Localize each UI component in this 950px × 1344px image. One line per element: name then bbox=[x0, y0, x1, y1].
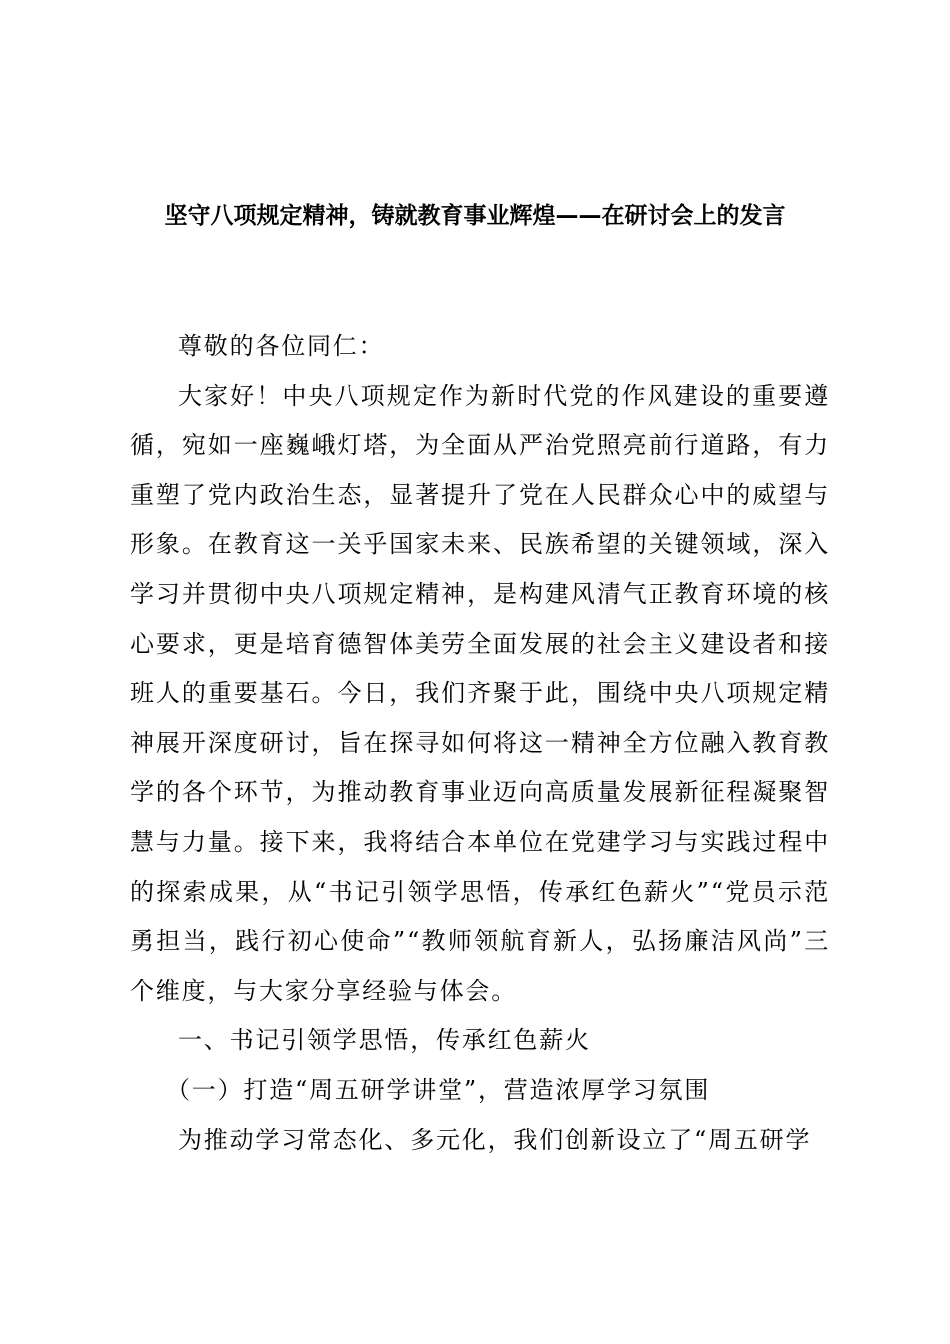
document-title: 坚守八项规定精神，铸就教育事业辉煌——在研讨会上的发言 bbox=[164, 203, 786, 229]
section-heading: 一、书记引领学思悟，传承红色薪火 bbox=[178, 1026, 591, 1055]
salutation: 尊敬的各位同仁： bbox=[178, 332, 385, 360]
document-body bbox=[130, 322, 830, 1165]
subsection-heading: （一）打造“周五研学讲堂”，营造浓厚学习氛围 bbox=[166, 1075, 711, 1104]
body-paragraph-continued: 为推动学习常态化、多元化，我们创新设立了“周五研学 bbox=[178, 1125, 812, 1154]
body-paragraph: 大家好！中央八项规定作为新时代党的作风建设的重要遵循，宛如一座巍峨灯塔，为全面从严治党照亮前行道路，有力重塑了党内政治生态，显著提升了党在人民群众心中的威望与形象。在教育这一关乎国家未来、民族希望的关键领域，深入学习并贯彻中央八项规定精神，是构建风清气正教育环境的核心要求，更是培育德智体美劳全面发展的社会主义建设者和接班人的重要基石。今日，我们齐聚于此，围绕中央八项规定精神展开深度研讨，旨在探寻如何将这一精神全方位融入教育教学的各个环节，为推动教育事业迈向高质量发展新征程凝聚智慧与力量。接下来，我将结合本单位在党建学习与实践过程中的探索成果，从“书记引领学思悟，传承红色薪火”“党员示范勇担当，践行初心使命”“教师领航育新人，弘扬廉洁风尚”三个维度，与大家分享经验与体会。 bbox=[130, 381, 830, 1005]
